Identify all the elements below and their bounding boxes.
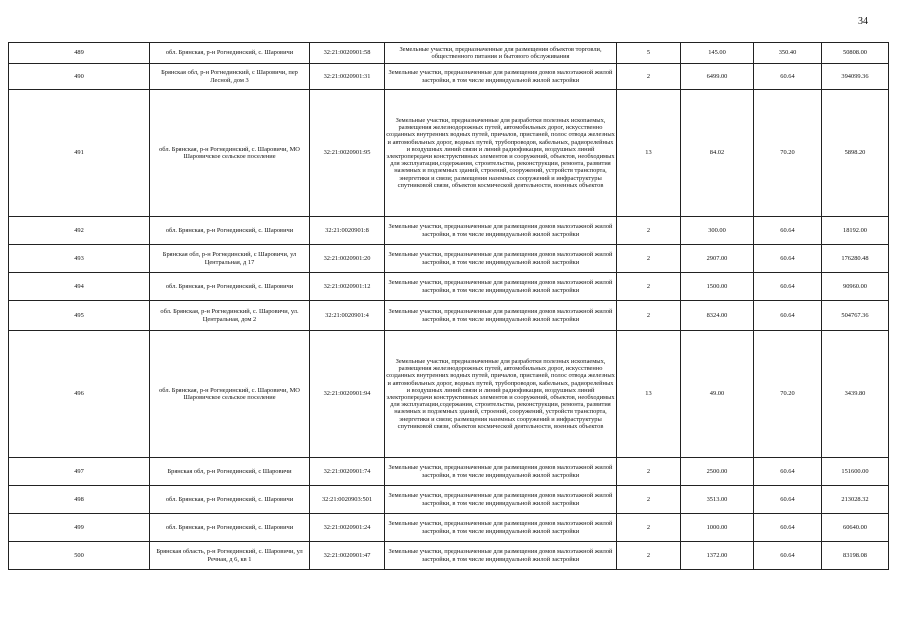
row-address: Брянская обл, р-н Рогнединский, с Шаровичи: [150, 458, 310, 486]
row-rate: 70.20: [754, 90, 822, 217]
table-row: [9, 245, 889, 273]
row-rate: 60.64: [754, 542, 822, 570]
row-rate: 60.64: [754, 64, 822, 90]
row-address: обл. Брянская, р-н Рогнединский, с. Шаровичи, МО Шаровичское сельское поселение: [150, 90, 310, 217]
table-row: [9, 43, 889, 64]
row-value: 151600.00: [822, 458, 889, 486]
row-value: 504767.36: [822, 301, 889, 331]
row-area: 145.00: [681, 43, 754, 64]
row-value: 3439.80: [822, 331, 889, 458]
row-number: 500: [9, 542, 150, 570]
row-number: 497: [9, 458, 150, 486]
row-group: 2: [617, 245, 681, 273]
row-group: 5: [617, 43, 681, 64]
row-purpose: Земельные участки, предназначенные для разработки полезных ископаемых, размещения железнодорожных путей, автомобильных дорог, искусственно созданных внутренних водных путей, причалов, пристаней, полос отвода железных и автомобильных дорог, водных путей, трубопроводов, кабельных, радиорелейных и воздушных линий связи и линий радиофикации, воздушных линий электропередачи конструктивных элементов и сооружений, объектов, необходимых для эксплуатации,содержания, строительства, реконструкции, ремонта, развития наземных и подземных зданий, строений, сооружений, устройств транспорта, энергетики и связи; размещения наземных сооружений и инфраструктуры спутниковой связи, объектов космической деятельности, военных объектов: [385, 90, 617, 217]
row-value: 5898.20: [822, 90, 889, 217]
row-purpose: Земельные участки, предназначенные для размещения домов малоэтажной жилой застройки, в том числе индивидуальной жилой застройки: [385, 486, 617, 514]
row-rate: 60.64: [754, 217, 822, 245]
row-group: 2: [617, 458, 681, 486]
row-purpose: Земельные участки, предназначенные для размещения домов малоэтажной жилой застройки, в том числе индивидуальной жилой застройки: [385, 64, 617, 90]
row-purpose: Земельные участки, предназначенные для размещения домов малоэтажной жилой застройки, в том числе индивидуальной жилой застройки: [385, 245, 617, 273]
row-group: 2: [617, 514, 681, 542]
row-purpose: Земельные участки, предназначенные для размещения домов малоэтажной жилой застройки, в том числе индивидуальной жилой застройки: [385, 458, 617, 486]
row-area: 1500.00: [681, 273, 754, 301]
row-rate: 60.64: [754, 486, 822, 514]
row-purpose: Земельные участки, предназначенные для размещения домов малоэтажной жилой застройки, в том числе индивидуальной жилой застройки: [385, 217, 617, 245]
row-rate: 70.20: [754, 331, 822, 458]
row-cadastral-number: 32:21:0020901:8: [310, 217, 385, 245]
row-area: 8324.00: [681, 301, 754, 331]
row-area: 1372.00: [681, 542, 754, 570]
row-area: 2500.00: [681, 458, 754, 486]
row-area: 84.02: [681, 90, 754, 217]
row-purpose: Земельные участки, предназначенные для разработки полезных ископаемых, размещения железнодорожных путей, автомобильных дорог, искусственно созданных внутренних водных путей, причалов, пристаней, полос отвода железных и автомобильных дорог, водных путей, трубопроводов, кабельных, радиорелейных и воздушных линий связи и линий радиофикации, воздушных линий электропередачи конструктивных элементов и сооружений, объектов, необходимых для эксплуатации,содержания, строительства, реконструкции, ремонта, развития наземных и подземных зданий, строений, сооружений, устройств транспорта, энергетики и связи; размещения наземных сооружений и инфраструктуры спутниковой связи, объектов космической деятельности, военных объектов: [385, 331, 617, 458]
row-number: 495: [9, 301, 150, 331]
row-value: 60640.00: [822, 514, 889, 542]
row-number: 490: [9, 64, 150, 90]
row-value: 90960.00: [822, 273, 889, 301]
table-row: [9, 514, 889, 542]
row-address: обл. Брянская, р-н Рогнединский, с. Шаровичи, ул. Центральная, дом 2: [150, 301, 310, 331]
row-rate: 60.64: [754, 458, 822, 486]
row-cadastral-number: 32:21:0020901:4: [310, 301, 385, 331]
row-cadastral-number: 32:21:0020901:24: [310, 514, 385, 542]
row-value: 394099.36: [822, 64, 889, 90]
row-address: обл. Брянская, р-н Рогнединский, с. Шаровичи: [150, 43, 310, 64]
row-area: 2907.00: [681, 245, 754, 273]
table-row: [9, 542, 889, 570]
row-group: 13: [617, 331, 681, 458]
cadastral-value-table: [8, 42, 889, 570]
row-rate: 60.64: [754, 514, 822, 542]
table-row: [9, 486, 889, 514]
row-area: 1000.00: [681, 514, 754, 542]
row-number: 489: [9, 43, 150, 64]
table-row: [9, 331, 889, 458]
row-cadastral-number: 32:21:0020901:20: [310, 245, 385, 273]
row-value: 83198.08: [822, 542, 889, 570]
row-area: 300.00: [681, 217, 754, 245]
row-value: 176280.48: [822, 245, 889, 273]
row-address: обл. Брянская, р-н Рогнединский, с. Шаровичи: [150, 514, 310, 542]
row-rate: 60.64: [754, 245, 822, 273]
row-rate: 60.64: [754, 301, 822, 331]
row-purpose: Земельные участки, предназначенные для размещения домов малоэтажной жилой застройки, в том числе индивидуальной жилой застройки: [385, 301, 617, 331]
row-group: 2: [617, 64, 681, 90]
table-row: [9, 217, 889, 245]
row-number: 491: [9, 90, 150, 217]
row-rate: 350.40: [754, 43, 822, 64]
row-area: 3513.00: [681, 486, 754, 514]
row-value: 213028.32: [822, 486, 889, 514]
row-cadastral-number: 32:21:0020901:95: [310, 90, 385, 217]
row-address: обл. Брянская, р-н Рогнединский, с. Шаровичи: [150, 217, 310, 245]
row-number: 494: [9, 273, 150, 301]
row-cadastral-number: 32:21:0020901:31: [310, 64, 385, 90]
row-group: 13: [617, 90, 681, 217]
row-cadastral-number: 32:21:0020901:74: [310, 458, 385, 486]
table-row: [9, 90, 889, 217]
row-address: Брянская обл, р-н Рогнединский, с Шаровичи, пер Лесной, дом 3: [150, 64, 310, 90]
row-group: 2: [617, 273, 681, 301]
row-area: 49.00: [681, 331, 754, 458]
table-row: [9, 64, 889, 90]
row-purpose: Земельные участки, предназначенные для размещения домов малоэтажной жилой застройки, в том числе индивидуальной жилой застройки: [385, 542, 617, 570]
row-purpose: Земельные участки, предназначенные для размещения объектов торговли, общественного питания и бытового обслуживания: [385, 43, 617, 64]
row-purpose: Земельные участки, предназначенные для размещения домов малоэтажной жилой застройки, в том числе индивидуальной жилой застройки: [385, 514, 617, 542]
row-cadastral-number: 32:21:0020903:501: [310, 486, 385, 514]
row-address: Брянская область, р-н Рогнединский, с. Шаровичи, ул Речная, д 6, кв 1: [150, 542, 310, 570]
row-cadastral-number: 32:21:0020901:47: [310, 542, 385, 570]
table-row: [9, 458, 889, 486]
row-number: 499: [9, 514, 150, 542]
row-number: 498: [9, 486, 150, 514]
row-value: 18192.00: [822, 217, 889, 245]
row-group: 2: [617, 217, 681, 245]
row-number: 493: [9, 245, 150, 273]
row-group: 2: [617, 301, 681, 331]
row-purpose: Земельные участки, предназначенные для размещения домов малоэтажной жилой застройки, в том числе индивидуальной жилой застройки: [385, 273, 617, 301]
table-row: [9, 273, 889, 301]
row-cadastral-number: 32:21:0020901:12: [310, 273, 385, 301]
row-number: 496: [9, 331, 150, 458]
row-address: Брянская обл, р-н Рогнединский, с Шаровичи, ул Центральная, д 17: [150, 245, 310, 273]
row-address: обл. Брянская, р-н Рогнединский, с. Шаровичи: [150, 273, 310, 301]
row-number: 492: [9, 217, 150, 245]
page-number: 34: [858, 16, 868, 27]
row-address: обл. Брянская, р-н Рогнединский, с. Шаровичи, МО Шаровичское сельское поселение: [150, 331, 310, 458]
row-group: 2: [617, 486, 681, 514]
row-value: 50808.00: [822, 43, 889, 64]
row-group: 2: [617, 542, 681, 570]
table-row: [9, 301, 889, 331]
row-rate: 60.64: [754, 273, 822, 301]
row-cadastral-number: 32:21:0020901:58: [310, 43, 385, 64]
row-address: обл. Брянская, р-н Рогнединский, с. Шаровичи: [150, 486, 310, 514]
row-area: 6499.00: [681, 64, 754, 90]
row-cadastral-number: 32:21:0020901:94: [310, 331, 385, 458]
